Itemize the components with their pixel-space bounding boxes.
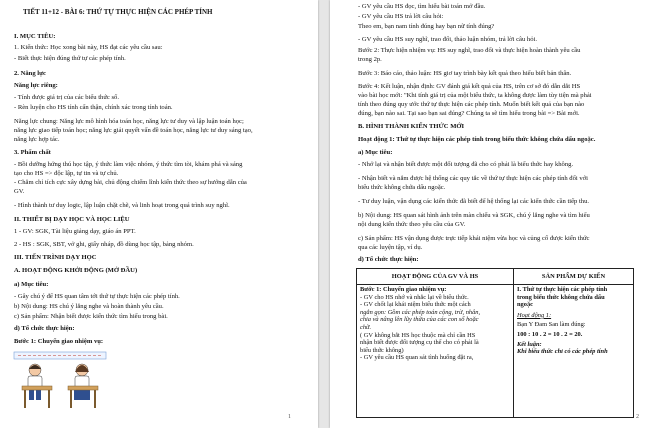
paragraph-line: Theo em, bạn nam tính đúng hay bạn nữ tính đúng?	[358, 23, 495, 30]
cell-line: ngắn gọn: Gồm các phép toán cộng, trừ, nhân,	[360, 308, 481, 316]
cell-line: Bước 1: Chuyển giao nhiệm vụ:	[360, 286, 447, 293]
table-row	[357, 285, 634, 418]
paragraph-line: - Nhớ lại và nhận biết được một đối tượng đã cho có phải là biểu thức hay không.	[358, 161, 574, 168]
paragraph-line: c) Sản phẩm: HS vận dụng được trực tiếp khái niệm vừa học và củng cố được kiến thức	[358, 235, 590, 242]
paragraph-line: tạo cho HS => độc lập, tự tin và tự chủ.	[14, 170, 119, 177]
paragraph-line: 1. Kiến thức: Học xong bài này, HS đạt các yêu cầu sau:	[14, 44, 163, 51]
paragraph-line: b) Nội dung: HS quan sát hình ảnh trên màn chiếu và SGK, chú ý lắng nghe và tìm hiểu	[358, 212, 590, 219]
document-page-2	[330, 0, 650, 428]
cell-line: biểu thức không)	[360, 346, 404, 354]
table-header-cell: HOẠT ĐỘNG CỦA GV VÀ HS	[357, 269, 514, 285]
cell-line: chữ.	[360, 323, 372, 331]
subsection-heading: d) Tổ chức thực hiện:	[358, 256, 419, 263]
section-heading: III. TIẾN TRÌNH DẠY HỌC	[14, 254, 97, 261]
cell-line: nhận biết được đối tượng cụ thể cho có phải là	[360, 339, 479, 347]
table-header-row	[357, 269, 634, 285]
paragraph-line: GV.	[14, 188, 25, 195]
subsection-heading: a) Mục tiêu:	[358, 149, 393, 156]
section-heading: B. HÌNH THÀNH KIẾN THỨC MỚI	[358, 123, 465, 130]
subsection-heading: 3. Phẩm chất	[14, 149, 51, 156]
subsection-heading: a) Mục tiêu:	[14, 281, 49, 288]
paragraph-line: biểu thức không chứa dấu ngoặc.	[358, 184, 446, 191]
paragraph-line: - Chăm chỉ tích cực xây dựng bài, chủ động chiếm lĩnh kiến thức theo sự hướng dẫn của	[14, 179, 247, 186]
paragraph-line: Bước 2: Thực hiện nhiệm vụ: HS suy nghĩ, trao đổi và thực hiện hoàn thành yêu cầu	[358, 47, 581, 54]
section-heading: II. THIẾT BỊ DẠY HỌC VÀ HỌC LIỆU	[14, 216, 130, 223]
paragraph-line: qua các luyện tập, ví dụ.	[358, 244, 423, 251]
subsection-heading: 2. Năng lực	[14, 70, 46, 77]
cell-line: 100 : 10 . 2 = 10 . 2 = 20.	[517, 330, 583, 338]
paragraph-line: - GV yêu cầu HS suy nghĩ, trao đổi, thảo luận nhóm, trả lời câu hỏi.	[358, 36, 537, 43]
paragraph-line: b) Nội dung: HS chú ý lắng nghe và hoàn thành yêu cầu.	[14, 303, 164, 310]
cell-line: I. Thứ tự thực hiện các phép tính	[517, 286, 608, 293]
paragraph-line: - GV yêu cầu HS đọc, tìm hiểu bài toán mở đầu.	[358, 3, 486, 10]
subsection-heading: Năng lực riêng:	[14, 82, 58, 89]
cell-line: chia và nâng lên lũy thừa của các con số hoặc	[360, 316, 479, 324]
paragraph-line: Bước 3: Báo cáo, thảo luận: HS giơ tay trình bày kết quả theo hiểu biết bản thân.	[358, 70, 572, 77]
page-number: 2	[636, 414, 639, 420]
paragraph-line: - Tính được giá trị của các biểu thức số.	[14, 94, 119, 101]
paragraph-line: - Hình thành tư duy logic, lập luận chặt chẽ, và linh hoạt trong quá trình suy nghĩ.	[14, 202, 230, 209]
cell-line: Hoạt động 1:	[517, 311, 552, 319]
cell-line: Bạn Y Đam San làm đúng:	[517, 321, 586, 329]
table-cell-gv-hs	[357, 285, 514, 418]
paragraph-line: - Biết thực hiện đúng thứ tự các phép tính.	[14, 55, 126, 62]
paragraph-line: c) Sản phẩm: Nhận biết được kiến thức tìm hiểu trong bài.	[14, 313, 168, 320]
table-header-cell: SẢN PHẨM DỰ KIẾN	[514, 269, 634, 285]
section-heading: I. MỤC TIÊU:	[14, 33, 56, 40]
section-heading: A. HOẠT ĐỘNG KHỞI ĐỘNG (MỞ ĐẦU)	[14, 267, 138, 274]
paragraph-line: đúng, bạn nào sai. Tại sao bạn sai đúng? Chúng ta sẽ tìm hiểu trong bài => Bài mới.	[358, 110, 580, 117]
paragraph-line: Năng lực chung: Năng lực mô hình hóa toán học, năng lực tư duy và lập luận toán học;	[14, 118, 244, 125]
activity-table	[356, 268, 634, 418]
paragraph-line: - GV yêu cầu HS trả lời câu hỏi:	[358, 13, 444, 20]
lesson-title: TIẾT 11+12 - BÀI 6: THỨ TỰ THỰC HIỆN CÁC PHÉP TÍNH	[23, 8, 213, 16]
paragraph-line: - Bồi dưỡng hứng thú học tập, ý thức làm việc nhóm, ý thức tìm tòi, khám phá và sáng	[14, 161, 243, 168]
cell-line: trong biểu thức không chứa dấu	[517, 293, 605, 301]
subsection-heading: d) Tổ chức thực hiện:	[14, 325, 75, 332]
paragraph-line: Bước 4: Kết luận, nhận định: GV đánh giá kết quả của HS, trên cơ sở đó dẫn dắt HS	[358, 83, 581, 90]
students-at-desk-illustration	[10, 350, 110, 412]
page-number: 1	[288, 414, 291, 420]
cell-line: Kết luận:	[517, 340, 542, 348]
activity-heading: Hoạt động 1: Thứ tự thực hiện các phép tính trong biểu thức không chứa dấu ngoặc.	[358, 136, 596, 143]
document-page-1	[0, 0, 318, 428]
paragraph-line: năng lực giao tiếp toán học; năng lực giải quyết vấn đề toán học, năng lực tư duy sáng tạo,	[14, 127, 253, 134]
paragraph-line: trong 2p.	[358, 56, 382, 63]
cell-line: - GV cho HS nhớ và nhắc lại về biểu thức.	[360, 293, 469, 301]
student-girl	[74, 364, 90, 400]
cell-line: - GV yêu cầu HS quan sát tình huống đặt ra,	[360, 354, 474, 362]
math-strip	[14, 352, 106, 359]
paragraph-line: năng lực hợp tác.	[14, 136, 60, 143]
paragraph-line: vào bài học mới: "Khi tính giá trị của một biểu thức, ta không được làm tùy tiện mà phải	[358, 92, 592, 99]
cell-line: Khi biểu thức chỉ có các phép tính	[517, 348, 608, 356]
paragraph-line: - Rèn luyện cho HS tính cẩn thận, chính xác trong tính toán.	[14, 104, 173, 111]
paragraph-line: tính theo đúng quy ước thứ tự thực hiện các phép tính. Muốn biết kết quả của bạn nào	[358, 101, 585, 108]
paragraph-line: - Gây chú ý để HS quan tâm tới thứ tự thực hiện các phép tính.	[14, 293, 180, 300]
subsection-heading: Bước 1: Chuyển giao nhiệm vụ:	[14, 338, 104, 345]
paragraph-line: - Nhận biết và nắm được hệ thống các quy tắc về thứ tự thực hiện các phép tính đối với	[358, 175, 589, 182]
table-cell-san-pham	[514, 285, 634, 418]
paragraph-line: nội dung kiến thức theo yêu cầu của GV.	[358, 221, 466, 228]
paragraph-line: - Tư duy luận, vận dụng các kiến thức đã biết để hệ thống lại các kiến thức cần tiếp thu.	[358, 198, 590, 205]
student-boy	[28, 364, 42, 400]
cell-line: ( GV không bắt HS học thuộc mà chỉ cần HS	[360, 331, 476, 339]
paragraph-line: 2 - HS : SGK, SBT, vở ghi, giấy nháp, đồ dùng học tập, bảng nhóm.	[14, 241, 194, 248]
cell-line: ngoặc	[517, 301, 533, 309]
cell-line: - GV chốt lại khái niệm biểu thức một cách	[360, 301, 471, 309]
paragraph-line: 1 - GV: SGK, Tài liệu giảng dạy, giáo án PPT.	[14, 228, 136, 235]
